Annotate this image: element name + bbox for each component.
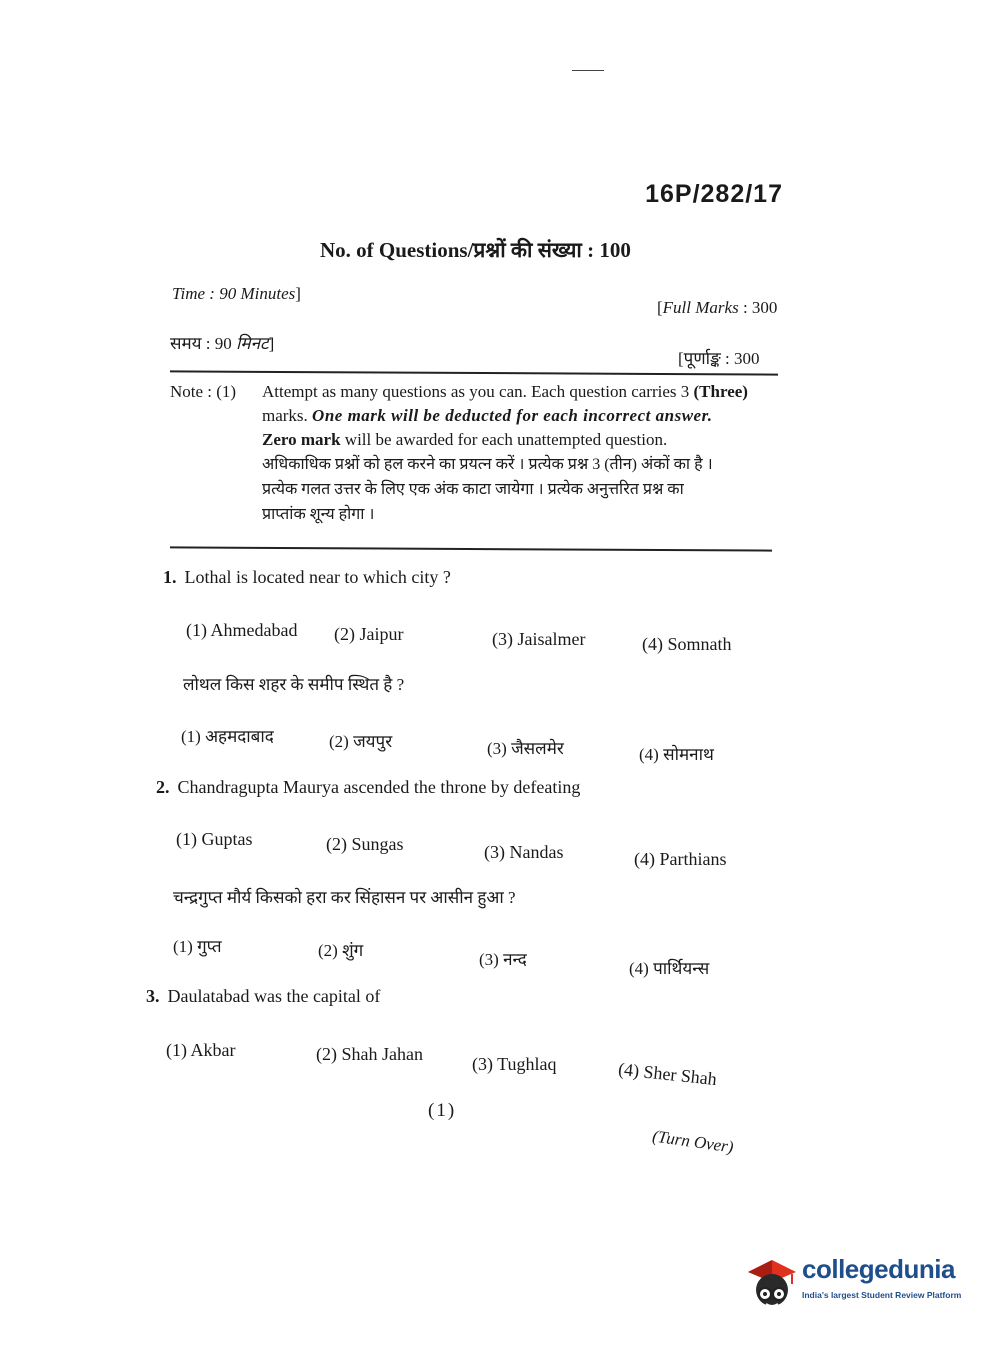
q1-option-2: (2) Jaipur xyxy=(334,624,404,644)
brand-tagline: India's largest Student Review Platform xyxy=(802,1290,962,1300)
q3-option-4: (4) Sher Shah xyxy=(617,1058,718,1090)
divider-top xyxy=(170,370,778,375)
question-1: 1. Lothal is located near to which city ? xyxy=(163,567,451,587)
brand-name: collegedunia xyxy=(802,1254,955,1284)
q2-option-2: (2) Sungas xyxy=(326,834,404,854)
divider-bottom xyxy=(170,546,772,551)
q1-option-3-hindi: (3) जैसलमेर xyxy=(487,739,564,758)
q2-option-3: (3) Nandas xyxy=(484,842,564,862)
note-negative-marking: One mark will be deducted for each incorrect answer. xyxy=(312,406,713,425)
q1-option-3: (3) Jaisalmer xyxy=(492,629,586,649)
note-line-1: Attempt as many questions as you can. Each question carries 3 xyxy=(262,382,694,401)
note-hindi-line-3: प्राप्तांक शून्य होगा । xyxy=(262,506,375,523)
page-title: No. of Questions/प्रश्नों की संख्या : 100 xyxy=(320,238,631,262)
q1-option-1-hindi: (1) अहमदाबाद xyxy=(181,727,274,746)
q1-option-2-hindi: (2) जयपुर xyxy=(329,732,393,751)
q1-option-1: (1) Ahmedabad xyxy=(186,620,298,640)
note-label: Note : (1) xyxy=(170,382,237,401)
collegedunia-logo xyxy=(742,1250,972,1312)
question-3: 3. Daulatabad was the capital of xyxy=(146,986,381,1006)
page-number: (1) xyxy=(428,1100,457,1121)
q2-option-3-hindi: (3) नन्द xyxy=(479,950,527,969)
question-1-hindi: लोथल किस शहर के समीप स्थित है ? xyxy=(183,675,405,694)
note-three: (Three) xyxy=(693,382,748,401)
mascot-icon xyxy=(742,1250,800,1312)
q1-option-4-hindi: (4) सोमनाथ xyxy=(639,745,714,764)
q2-option-4-hindi: (4) पार्थियन्स xyxy=(629,959,710,978)
q3-option-1: (1) Akbar xyxy=(166,1040,236,1060)
note-unattempted: will be awarded for each unattempted question. xyxy=(340,430,668,449)
note-marks: marks. xyxy=(262,406,313,425)
time-hindi: समय : 90 मिनट] xyxy=(170,334,275,353)
q3-option-3: (3) Tughlaq xyxy=(472,1054,557,1074)
paper-code: 16P/282/17 xyxy=(645,180,783,208)
question-2: 2. Chandragupta Maurya ascended the throne by defeating xyxy=(156,777,581,797)
question-2-hindi: चन्द्रगुप्त मौर्य किसको हरा कर सिंहासन पर आसीन हुआ ? xyxy=(173,888,516,907)
q2-option-1-hindi: (1) गुप्त xyxy=(173,937,222,956)
note-zero-mark: Zero mark xyxy=(262,430,341,449)
q2-option-2-hindi: (2) शुंग xyxy=(318,941,364,960)
q2-option-4: (4) Parthians xyxy=(634,849,727,869)
turn-over: (Turn Over) xyxy=(651,1126,735,1157)
time-english: Time : 90 Minutes] xyxy=(172,284,301,303)
note-hindi-line-2: प्रत्येक गलत उत्तर के लिए एक अंक काटा जायेगा । प्रत्येक अनुत्तरित प्रश्न का xyxy=(262,481,684,498)
full-marks-hindi: [पूर्णाङ्क : 300 xyxy=(678,349,760,368)
q3-option-2: (2) Shah Jahan xyxy=(316,1044,423,1064)
full-marks-english: [Full Marks : 300 xyxy=(657,298,778,317)
q1-option-4: (4) Somnath xyxy=(642,634,732,654)
top-dash-mark xyxy=(572,70,604,71)
q2-option-1: (1) Guptas xyxy=(176,829,253,849)
note-hindi-line-1: अधिकाधिक प्रश्नों को हल करने का प्रयत्न करें । प्रत्येक प्रश्न 3 (तीन) अंकों का है । xyxy=(262,456,713,473)
note-section xyxy=(170,380,780,527)
